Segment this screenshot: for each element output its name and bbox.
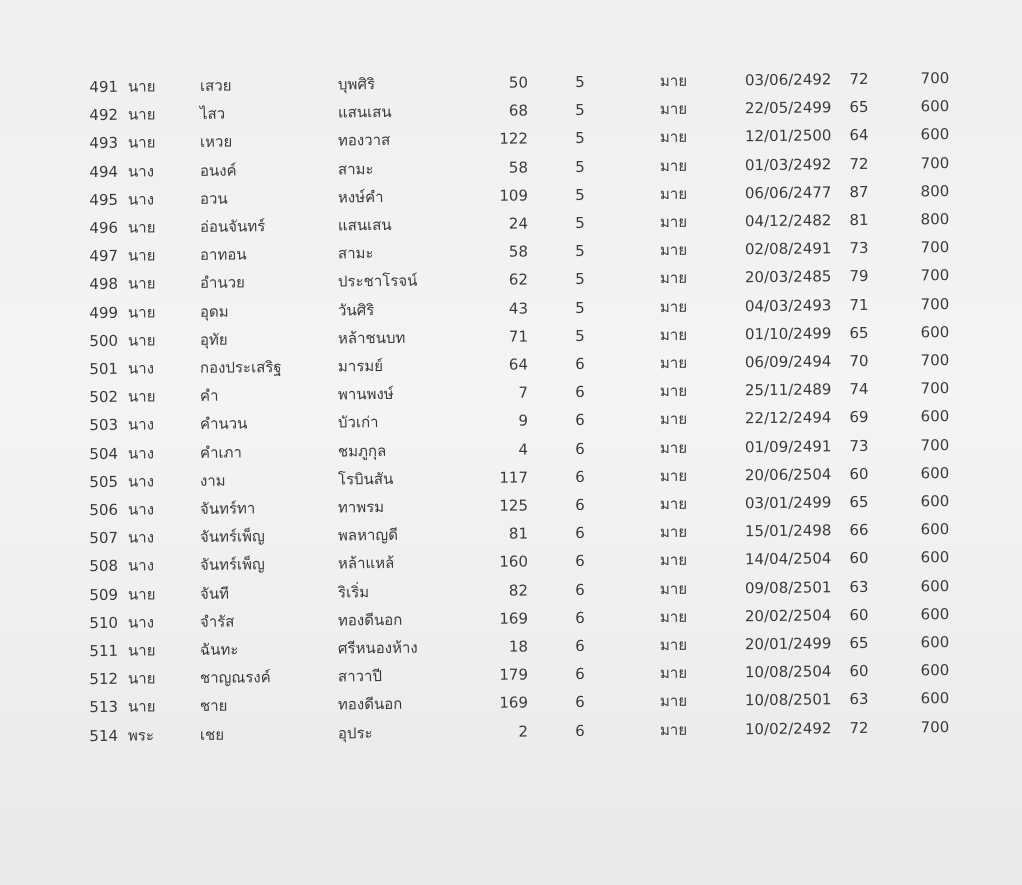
house-number: 71 [508, 327, 529, 346]
allowance-amount: 600 [920, 576, 950, 595]
house-number: 169 [499, 609, 529, 628]
last-name: ทองวาส [337, 131, 391, 150]
village-name: มาย [659, 240, 688, 260]
village-name: มาย [659, 438, 688, 457]
house-number: 160 [499, 552, 529, 572]
age: 63 [849, 690, 869, 709]
house-number: 50 [508, 73, 529, 92]
allowance-amount: 700 [920, 238, 950, 257]
last-name: วันศิริ [337, 300, 375, 320]
last-name: หงษ์คำ [337, 187, 384, 207]
village-number: 6 [575, 665, 585, 684]
village-name: มาย [659, 410, 688, 429]
village-name: มาย [659, 466, 688, 485]
village-name: มาย [659, 579, 688, 598]
last-name: หล้าชนบท [337, 328, 406, 348]
first-name: จันทร์เพ็ญ [199, 555, 265, 575]
village-name: มาย [659, 128, 688, 147]
birth-date: 06/06/2477 [744, 183, 832, 202]
age: 64 [849, 126, 869, 145]
row-number: 499 [89, 303, 119, 322]
village-name: มาย [659, 99, 688, 119]
first-name: คำเภา [199, 443, 242, 462]
birth-date: 01/09/2491 [744, 436, 832, 456]
last-name: ทองดีนอก [337, 610, 403, 630]
first-name: กองประเสริฐ [199, 358, 282, 377]
allowance-amount: 600 [920, 548, 950, 567]
village-number: 6 [575, 552, 585, 571]
first-name: เสวย [199, 76, 232, 95]
last-name: บัวเก่า [337, 413, 379, 432]
row-number: 507 [89, 528, 119, 548]
allowance-amount: 600 [920, 661, 950, 680]
allowance-amount: 600 [920, 322, 950, 342]
name-title: นาย [127, 302, 156, 322]
village-name: มาย [659, 635, 688, 655]
row-number: 492 [89, 105, 119, 125]
village-number: 5 [575, 326, 585, 345]
house-number: 2 [518, 722, 529, 741]
house-number: 43 [508, 299, 529, 318]
age: 63 [849, 577, 869, 596]
allowance-amount: 600 [920, 97, 950, 116]
allowance-amount: 800 [920, 181, 950, 201]
row-number: 493 [89, 134, 119, 153]
allowance-amount: 600 [920, 492, 950, 511]
last-name: ทองดีนอก [337, 695, 403, 714]
name-title: นาย [127, 77, 156, 96]
first-name: อนงค์ [199, 161, 237, 180]
age: 72 [849, 154, 869, 173]
birth-date: 25/11/2489 [744, 380, 832, 400]
last-name: แสนเสน [337, 103, 392, 122]
house-number: 62 [508, 270, 529, 290]
allowance-amount: 600 [920, 689, 950, 708]
birth-date: 15/01/2498 [744, 521, 832, 541]
name-title: พระ [127, 725, 155, 745]
allowance-amount: 600 [920, 125, 950, 144]
birth-date: 10/08/2501 [744, 690, 832, 710]
name-title: นาย [127, 246, 156, 265]
house-number: 125 [499, 496, 529, 515]
village-number: 6 [575, 467, 585, 486]
row-number: 511 [89, 641, 119, 661]
allowance-amount: 600 [920, 520, 950, 539]
last-name: ชมภูกุล [337, 441, 387, 461]
birth-date: 09/08/2501 [744, 577, 832, 597]
allowance-amount: 700 [920, 69, 950, 88]
last-name: พานพงษ์ [337, 385, 394, 404]
first-name: คำนวน [199, 414, 248, 434]
row-number: 495 [89, 190, 119, 209]
row-number: 506 [89, 500, 119, 520]
name-title: นาย [127, 105, 156, 124]
last-name: แสนเสน [337, 215, 392, 235]
village-number: 6 [575, 354, 585, 373]
allowance-amount: 600 [920, 407, 950, 426]
name-title: นาง [127, 359, 155, 378]
age: 73 [849, 436, 869, 455]
house-number: 4 [518, 440, 529, 459]
village-number: 5 [575, 213, 585, 232]
village-name: มาย [659, 269, 688, 288]
house-number: 58 [508, 158, 529, 177]
age: 79 [849, 267, 869, 286]
last-name: โรบินสัน [337, 469, 394, 489]
row-number: 491 [89, 77, 119, 97]
name-title: นาย [127, 274, 156, 294]
house-number: 179 [499, 665, 529, 684]
village-name: มาย [659, 325, 688, 344]
age: 87 [849, 182, 869, 201]
birth-date: 10/02/2492 [744, 718, 832, 738]
village-number: 5 [575, 242, 585, 261]
village-number: 6 [575, 721, 585, 740]
allowance-amount: 600 [920, 463, 950, 483]
row-number: 500 [89, 331, 119, 350]
age: 73 [849, 239, 869, 258]
row-number: 514 [89, 726, 119, 745]
house-number: 122 [499, 129, 529, 149]
birth-date: 03/06/2492 [744, 70, 832, 90]
first-name: อ่อนจันทร์ [199, 217, 266, 236]
first-name: คำ [199, 386, 219, 406]
row-number: 497 [89, 246, 119, 266]
age: 66 [849, 521, 869, 540]
birth-date: 01/10/2499 [744, 324, 832, 343]
age: 65 [849, 633, 869, 653]
last-name: มารมย์ [337, 356, 384, 376]
birth-date: 20/03/2485 [744, 267, 832, 287]
house-number: 18 [508, 637, 529, 656]
village-name: มาย [659, 184, 688, 203]
last-name: ริเริ่ม [337, 582, 370, 602]
birth-date: 14/04/2504 [744, 549, 832, 569]
village-number: 5 [575, 270, 585, 289]
row-number: 505 [89, 472, 119, 491]
house-number: 64 [508, 355, 529, 374]
name-title: นาง [127, 613, 155, 632]
first-name: อุทัย [199, 330, 228, 349]
allowance-amount: 700 [920, 153, 950, 172]
name-title: นาง [127, 443, 155, 463]
name-title: นาย [127, 387, 156, 406]
last-name: ประชาโรจน์ [337, 272, 418, 291]
first-name: ชาญณรงค์ [199, 668, 271, 688]
village-number: 6 [575, 383, 585, 402]
house-number: 24 [508, 214, 529, 233]
birth-date: 12/01/2500 [744, 126, 832, 146]
allowance-amount: 700 [920, 435, 950, 454]
row-number: 502 [89, 387, 119, 407]
village-number: 5 [575, 129, 585, 148]
birth-date: 20/06/2504 [744, 465, 832, 484]
allowance-amount: 700 [920, 351, 950, 370]
house-number: 82 [508, 581, 529, 600]
village-name: มาย [659, 663, 688, 683]
age: 69 [849, 408, 869, 427]
birth-date: 06/09/2494 [744, 352, 832, 372]
age: 72 [849, 718, 869, 737]
name-title: นาย [127, 584, 156, 604]
last-name: ทาพรม [337, 497, 385, 517]
first-name: จันทร์ทา [199, 499, 256, 518]
birth-date: 02/08/2491 [744, 239, 832, 259]
birth-date: 04/03/2493 [744, 295, 832, 315]
first-name: ฉันทะ [199, 640, 239, 659]
village-number: 6 [575, 495, 585, 514]
row-number: 498 [89, 275, 119, 294]
last-name: หล้าแหล้ [337, 554, 395, 573]
name-title: นาง [127, 500, 155, 519]
house-number: 7 [518, 383, 529, 402]
name-title: นาง [127, 415, 155, 435]
village-number: 6 [575, 411, 585, 430]
first-name: จำรัส [199, 612, 235, 631]
row-number: 513 [89, 698, 119, 717]
name-title: นาง [127, 528, 155, 547]
house-number: 169 [499, 693, 529, 713]
row-number: 503 [89, 416, 119, 435]
age: 65 [849, 98, 869, 117]
age: 65 [849, 323, 869, 342]
first-name: อำนวย [199, 273, 245, 293]
allowance-amount: 700 [920, 379, 950, 398]
village-number: 6 [575, 608, 585, 627]
village-name: มาย [659, 607, 688, 626]
row-number: 512 [89, 669, 119, 689]
allowance-amount: 700 [920, 294, 950, 313]
name-title: นาย [127, 669, 156, 688]
first-name: เชย [199, 725, 225, 744]
age: 72 [849, 69, 869, 89]
village-name: มาย [659, 720, 688, 739]
first-name: อวน [199, 189, 228, 208]
house-number: 117 [499, 468, 529, 487]
last-name: สาวาปี [337, 667, 383, 686]
allowance-amount: 800 [920, 210, 950, 229]
birth-date: 20/02/2504 [744, 606, 832, 625]
last-name: อุประ [337, 723, 373, 743]
birth-date: 03/01/2499 [744, 493, 832, 513]
village-number: 5 [575, 101, 585, 120]
last-name: สามะ [337, 244, 374, 263]
row-number: 510 [89, 613, 119, 632]
age: 65 [849, 492, 869, 512]
village-number: 5 [575, 72, 585, 91]
name-title: นาย [127, 697, 156, 717]
village-name: มาย [659, 156, 688, 175]
birth-date: 22/12/2494 [744, 408, 832, 428]
village-number: 5 [575, 298, 585, 317]
birth-date: 10/08/2504 [744, 662, 832, 682]
village-number: 6 [575, 636, 585, 655]
first-name: อาทอน [199, 245, 247, 265]
allowance-amount: 600 [920, 633, 950, 652]
birth-date: 01/03/2492 [744, 154, 832, 174]
village-number: 5 [575, 157, 585, 176]
last-name: บุพศิริ [337, 75, 376, 94]
age: 71 [849, 295, 869, 314]
last-name: พลหาญดี [337, 526, 398, 545]
age: 60 [849, 605, 869, 624]
village-number: 6 [575, 439, 585, 458]
village-name: มาย [659, 297, 688, 316]
row-number: 494 [89, 162, 119, 181]
village-name: มาย [659, 494, 688, 514]
village-name: มาย [659, 692, 688, 711]
name-title: นาง [127, 556, 155, 576]
name-title: นาย [127, 331, 156, 350]
village-number: 6 [575, 580, 585, 599]
row-number: 509 [89, 585, 119, 604]
age: 60 [849, 464, 869, 483]
age: 70 [849, 351, 869, 371]
age: 81 [849, 210, 869, 230]
age: 60 [849, 549, 869, 568]
village-number: 5 [575, 185, 585, 204]
first-name: ชาย [199, 697, 228, 716]
allowance-amount: 700 [920, 266, 950, 285]
village-name: มาย [659, 71, 688, 91]
last-name: สามะ [337, 159, 374, 179]
village-name: มาย [659, 353, 688, 373]
first-name: จันทร์เพ็ญ [199, 527, 265, 547]
first-name: จันที [199, 584, 230, 603]
first-name: เหวย [199, 132, 233, 152]
name-title: นาง [127, 472, 155, 491]
name-title: นาย [127, 641, 156, 660]
name-title: นาย [127, 218, 156, 237]
row-number: 504 [89, 444, 119, 463]
house-number: 109 [499, 186, 529, 205]
village-number: 6 [575, 524, 585, 543]
birth-date: 04/12/2482 [744, 211, 832, 231]
house-number: 58 [508, 242, 529, 261]
age: 60 [849, 662, 869, 681]
birth-date: 22/05/2499 [744, 98, 832, 118]
house-number: 9 [518, 411, 529, 430]
row-number: 508 [89, 557, 119, 576]
allowance-amount: 700 [920, 717, 950, 736]
first-name: ไสว [199, 104, 226, 124]
first-name: อุดม [199, 302, 229, 321]
village-number: 6 [575, 693, 585, 712]
house-number: 68 [508, 101, 529, 120]
village-name: มาย [659, 551, 688, 570]
village-name: มาย [659, 212, 688, 232]
row-number: 501 [89, 359, 119, 379]
last-name: ศรีหนองห้าง [337, 638, 418, 658]
name-title: นาง [127, 161, 155, 181]
row-number: 496 [89, 218, 119, 238]
village-name: มาย [659, 381, 688, 401]
name-title: นาง [127, 190, 155, 209]
first-name: งาม [199, 471, 226, 490]
allowance-amount: 600 [920, 604, 950, 624]
house-number: 81 [508, 524, 529, 543]
birth-date: 20/01/2499 [744, 634, 832, 654]
name-title: นาย [127, 133, 156, 153]
age: 74 [849, 380, 869, 399]
village-name: มาย [659, 522, 688, 542]
